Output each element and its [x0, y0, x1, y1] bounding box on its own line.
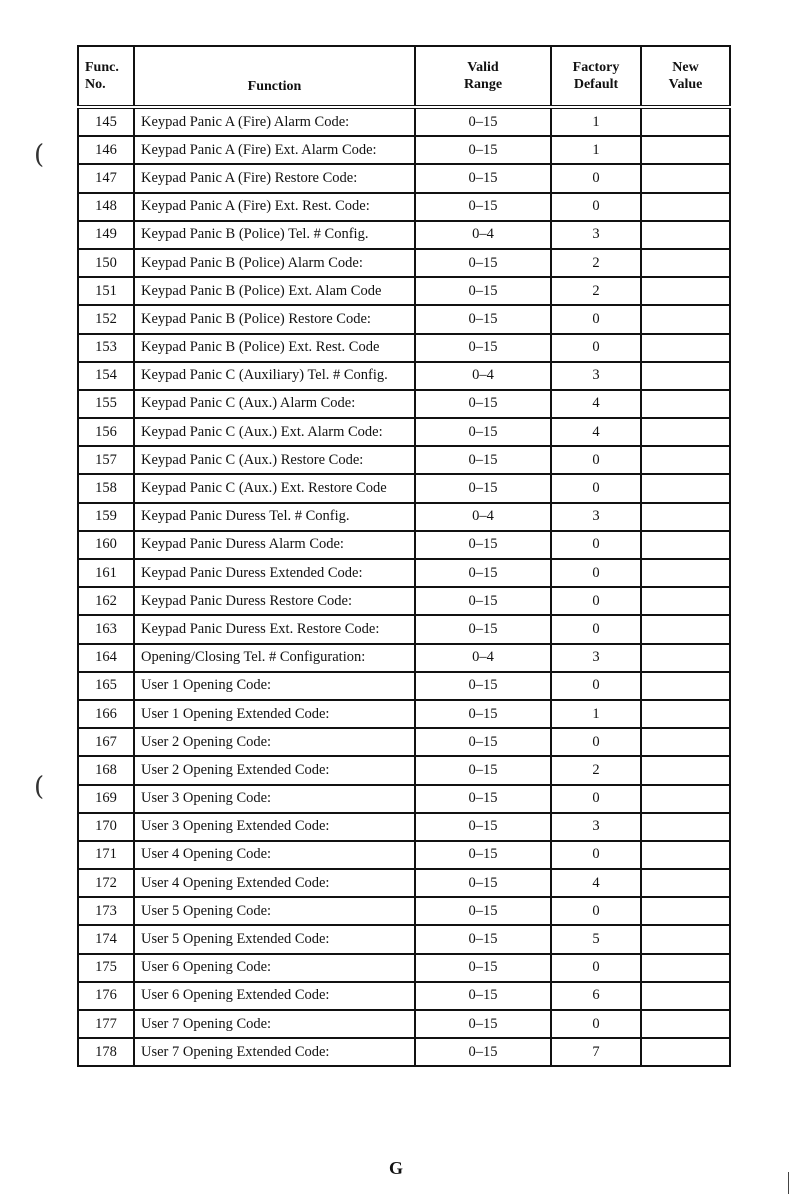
header-valid-range: [415, 46, 551, 107]
factory-default-cell: 0: [551, 305, 641, 333]
new-value-cell: [641, 390, 730, 418]
function-cell: Keypad Panic A (Fire) Ext. Alarm Code:: [134, 136, 415, 164]
header-func-no-text: Func. No.: [85, 60, 119, 92]
valid-range-cell: 0–15: [415, 587, 551, 615]
func-no-cell: 174: [78, 925, 134, 953]
valid-range-cell: 0–15: [415, 925, 551, 953]
header-new-value: [641, 46, 730, 107]
valid-range-cell: 0–15: [415, 390, 551, 418]
function-cell: Keypad Panic C (Aux.) Alarm Code:: [134, 390, 415, 418]
valid-range-cell: 0–15: [415, 841, 551, 869]
table-header-row: [78, 46, 730, 107]
factory-default-cell: 0: [551, 587, 641, 615]
function-cell: User 1 Opening Extended Code:: [134, 700, 415, 728]
header-function-text: Function: [247, 79, 302, 94]
valid-range-cell: 0–15: [415, 559, 551, 587]
new-value-cell: [641, 531, 730, 559]
table-row: [78, 249, 730, 277]
function-cell: Keypad Panic B (Police) Ext. Alam Code: [134, 277, 415, 305]
func-no-cell: 178: [78, 1038, 134, 1066]
factory-default-cell: 0: [551, 334, 641, 362]
new-value-cell: [641, 418, 730, 446]
func-no-cell: 158: [78, 474, 134, 502]
factory-default-cell: 0: [551, 474, 641, 502]
factory-default-cell: 4: [551, 869, 641, 897]
valid-range-cell: 0–15: [415, 982, 551, 1010]
valid-range-cell: 0–15: [415, 277, 551, 305]
factory-default-cell: 2: [551, 249, 641, 277]
function-cell: Keypad Panic B (Police) Tel. # Config.: [134, 221, 415, 249]
header-new-value-text: New Value: [668, 60, 703, 92]
factory-default-cell: 0: [551, 559, 641, 587]
factory-default-cell: 5: [551, 925, 641, 953]
table-row: [78, 164, 730, 192]
new-value-cell: [641, 1010, 730, 1038]
factory-default-cell: 3: [551, 644, 641, 672]
valid-range-cell: 0–4: [415, 644, 551, 672]
func-no-cell: 172: [78, 869, 134, 897]
func-no-cell: 177: [78, 1010, 134, 1038]
table-row: [78, 841, 730, 869]
new-value-cell: [641, 362, 730, 390]
func-no-cell: 162: [78, 587, 134, 615]
page-letter: G: [388, 1158, 403, 1178]
new-value-cell: [641, 474, 730, 502]
valid-range-cell: 0–15: [415, 1010, 551, 1038]
new-value-cell: [641, 277, 730, 305]
function-cell: User 5 Opening Code:: [134, 897, 415, 925]
function-cell: Keypad Panic B (Police) Restore Code:: [134, 305, 415, 333]
func-no-cell: 153: [78, 334, 134, 362]
function-cell: User 1 Opening Code:: [134, 672, 415, 700]
new-value-cell: [641, 954, 730, 982]
factory-default-cell: 6: [551, 982, 641, 1010]
table-row: [78, 221, 730, 249]
header-func-no: [78, 46, 134, 107]
new-value-cell: [641, 756, 730, 784]
table-row: [78, 136, 730, 164]
header-valid-range-text: Valid Range: [463, 60, 503, 92]
new-value-cell: [641, 1038, 730, 1066]
new-value-cell: [641, 925, 730, 953]
func-no-cell: 175: [78, 954, 134, 982]
valid-range-cell: 0–15: [415, 756, 551, 784]
table-row: [78, 390, 730, 418]
factory-default-cell: 7: [551, 1038, 641, 1066]
valid-range-cell: 0–15: [415, 615, 551, 643]
table-row: [78, 107, 730, 136]
valid-range-cell: 0–15: [415, 785, 551, 813]
new-value-cell: [641, 700, 730, 728]
table-row: [78, 587, 730, 615]
valid-range-cell: 0–15: [415, 954, 551, 982]
table-row: [78, 615, 730, 643]
func-no-cell: 152: [78, 305, 134, 333]
new-value-cell: [641, 221, 730, 249]
table-row: [78, 418, 730, 446]
function-cell: Keypad Panic Duress Tel. # Config.: [134, 503, 415, 531]
table-row: [78, 446, 730, 474]
valid-range-cell: 0–15: [415, 672, 551, 700]
function-cell: User 4 Opening Code:: [134, 841, 415, 869]
factory-default-cell: 0: [551, 954, 641, 982]
func-no-cell: 163: [78, 615, 134, 643]
func-no-cell: 166: [78, 700, 134, 728]
new-value-cell: [641, 785, 730, 813]
factory-default-cell: 1: [551, 700, 641, 728]
factory-default-cell: 0: [551, 841, 641, 869]
valid-range-cell: 0–4: [415, 503, 551, 531]
function-cell: Opening/Closing Tel. # Configuration:: [134, 644, 415, 672]
factory-default-cell: 1: [551, 107, 641, 136]
valid-range-cell: 0–4: [415, 362, 551, 390]
margin-bracket-mark: (: [34, 772, 45, 802]
func-no-cell: 146: [78, 136, 134, 164]
table-row: [78, 644, 730, 672]
function-cell: Keypad Panic B (Police) Alarm Code:: [134, 249, 415, 277]
new-value-cell: [641, 869, 730, 897]
new-value-cell: [641, 193, 730, 221]
valid-range-cell: 0–15: [415, 474, 551, 502]
func-no-cell: 173: [78, 897, 134, 925]
function-cell: User 2 Opening Code:: [134, 728, 415, 756]
margin-bracket-mark: (: [34, 140, 45, 170]
table-row: [78, 503, 730, 531]
table-row: [78, 1010, 730, 1038]
func-no-cell: 148: [78, 193, 134, 221]
table-row: [78, 672, 730, 700]
valid-range-cell: 0–15: [415, 418, 551, 446]
new-value-cell: [641, 164, 730, 192]
table-row: [78, 334, 730, 362]
new-value-cell: [641, 672, 730, 700]
valid-range-cell: 0–15: [415, 164, 551, 192]
factory-default-cell: 0: [551, 531, 641, 559]
new-value-cell: [641, 644, 730, 672]
func-no-cell: 154: [78, 362, 134, 390]
new-value-cell: [641, 587, 730, 615]
func-no-cell: 149: [78, 221, 134, 249]
factory-default-cell: 2: [551, 277, 641, 305]
valid-range-cell: 0–15: [415, 897, 551, 925]
valid-range-cell: 0–15: [415, 869, 551, 897]
new-value-cell: [641, 615, 730, 643]
table-row: [78, 559, 730, 587]
func-no-cell: 168: [78, 756, 134, 784]
func-no-cell: 165: [78, 672, 134, 700]
func-no-cell: 151: [78, 277, 134, 305]
factory-default-cell: 0: [551, 615, 641, 643]
func-no-cell: 176: [78, 982, 134, 1010]
new-value-cell: [641, 305, 730, 333]
function-cell: User 7 Opening Extended Code:: [134, 1038, 415, 1066]
valid-range-cell: 0–15: [415, 107, 551, 136]
factory-default-cell: 0: [551, 897, 641, 925]
table-row: [78, 785, 730, 813]
function-cell: User 7 Opening Code:: [134, 1010, 415, 1038]
function-cell: User 6 Opening Code:: [134, 954, 415, 982]
function-cell: User 5 Opening Extended Code:: [134, 925, 415, 953]
new-value-cell: [641, 334, 730, 362]
table-row: [78, 305, 730, 333]
func-no-cell: 155: [78, 390, 134, 418]
valid-range-cell: 0–4: [415, 221, 551, 249]
function-cell: Keypad Panic A (Fire) Ext. Rest. Code:: [134, 193, 415, 221]
func-no-cell: 147: [78, 164, 134, 192]
function-cell: User 3 Opening Code:: [134, 785, 415, 813]
function-cell: User 6 Opening Extended Code:: [134, 982, 415, 1010]
function-cell: User 4 Opening Extended Code:: [134, 869, 415, 897]
func-no-cell: 150: [78, 249, 134, 277]
table-row: [78, 277, 730, 305]
new-value-cell: [641, 841, 730, 869]
new-value-cell: [641, 136, 730, 164]
valid-range-cell: 0–15: [415, 813, 551, 841]
new-value-cell: [641, 503, 730, 531]
factory-default-cell: 3: [551, 362, 641, 390]
func-no-cell: 167: [78, 728, 134, 756]
factory-default-cell: 2: [551, 756, 641, 784]
func-no-cell: 161: [78, 559, 134, 587]
new-value-cell: [641, 813, 730, 841]
table-row: [78, 813, 730, 841]
valid-range-cell: 0–15: [415, 193, 551, 221]
factory-default-cell: 4: [551, 390, 641, 418]
table-row: [78, 982, 730, 1010]
func-no-cell: 169: [78, 785, 134, 813]
factory-default-cell: 0: [551, 164, 641, 192]
new-value-cell: [641, 249, 730, 277]
func-no-cell: 160: [78, 531, 134, 559]
function-cell: Keypad Panic C (Aux.) Ext. Restore Code: [134, 474, 415, 502]
new-value-cell: [641, 982, 730, 1010]
func-no-cell: 156: [78, 418, 134, 446]
new-value-cell: [641, 559, 730, 587]
valid-range-cell: 0–15: [415, 1038, 551, 1066]
valid-range-cell: 0–15: [415, 700, 551, 728]
factory-default-cell: 1: [551, 136, 641, 164]
table-row: [78, 1038, 730, 1066]
header-factory-default: [551, 46, 641, 107]
function-cell: Keypad Panic C (Aux.) Restore Code:: [134, 446, 415, 474]
function-table: [77, 45, 731, 1067]
factory-default-cell: 3: [551, 221, 641, 249]
factory-default-cell: 0: [551, 446, 641, 474]
factory-default-cell: 3: [551, 813, 641, 841]
valid-range-cell: 0–15: [415, 136, 551, 164]
header-factory-default-text: Factory Default: [572, 60, 620, 92]
valid-range-cell: 0–15: [415, 728, 551, 756]
factory-default-cell: 0: [551, 728, 641, 756]
function-cell: Keypad Panic Duress Alarm Code:: [134, 531, 415, 559]
valid-range-cell: 0–15: [415, 334, 551, 362]
func-no-cell: 164: [78, 644, 134, 672]
table-row: [78, 897, 730, 925]
function-cell: Keypad Panic A (Fire) Restore Code:: [134, 164, 415, 192]
function-cell: User 3 Opening Extended Code:: [134, 813, 415, 841]
function-cell: Keypad Panic Duress Extended Code:: [134, 559, 415, 587]
new-value-cell: [641, 107, 730, 136]
table-row: [78, 193, 730, 221]
new-value-cell: [641, 728, 730, 756]
function-cell: Keypad Panic C (Auxiliary) Tel. # Config.: [134, 362, 415, 390]
factory-default-cell: 4: [551, 418, 641, 446]
function-cell: Keypad Panic Duress Ext. Restore Code:: [134, 615, 415, 643]
table-row: [78, 869, 730, 897]
func-no-cell: 159: [78, 503, 134, 531]
new-value-cell: [641, 897, 730, 925]
func-no-cell: 157: [78, 446, 134, 474]
factory-default-cell: 0: [551, 672, 641, 700]
func-no-cell: 171: [78, 841, 134, 869]
valid-range-cell: 0–15: [415, 249, 551, 277]
table-row: [78, 925, 730, 953]
valid-range-cell: 0–15: [415, 446, 551, 474]
page-edge-line: [788, 1172, 789, 1194]
function-cell: Keypad Panic B (Police) Ext. Rest. Code: [134, 334, 415, 362]
table-row: [78, 700, 730, 728]
table-row: [78, 531, 730, 559]
table-row: [78, 954, 730, 982]
valid-range-cell: 0–15: [415, 305, 551, 333]
new-value-cell: [641, 446, 730, 474]
func-no-cell: 145: [78, 107, 134, 136]
function-cell: Keypad Panic Duress Restore Code:: [134, 587, 415, 615]
header-function: [134, 46, 415, 107]
function-cell: User 2 Opening Extended Code:: [134, 756, 415, 784]
table-row: [78, 728, 730, 756]
function-cell: Keypad Panic C (Aux.) Ext. Alarm Code:: [134, 418, 415, 446]
factory-default-cell: 0: [551, 193, 641, 221]
table-row: [78, 756, 730, 784]
factory-default-cell: 0: [551, 785, 641, 813]
table-row: [78, 474, 730, 502]
factory-default-cell: 0: [551, 1010, 641, 1038]
valid-range-cell: 0–15: [415, 531, 551, 559]
table-row: [78, 362, 730, 390]
factory-default-cell: 3: [551, 503, 641, 531]
table-body: [78, 107, 730, 1066]
func-no-cell: 170: [78, 813, 134, 841]
function-cell: Keypad Panic A (Fire) Alarm Code:: [134, 107, 415, 136]
